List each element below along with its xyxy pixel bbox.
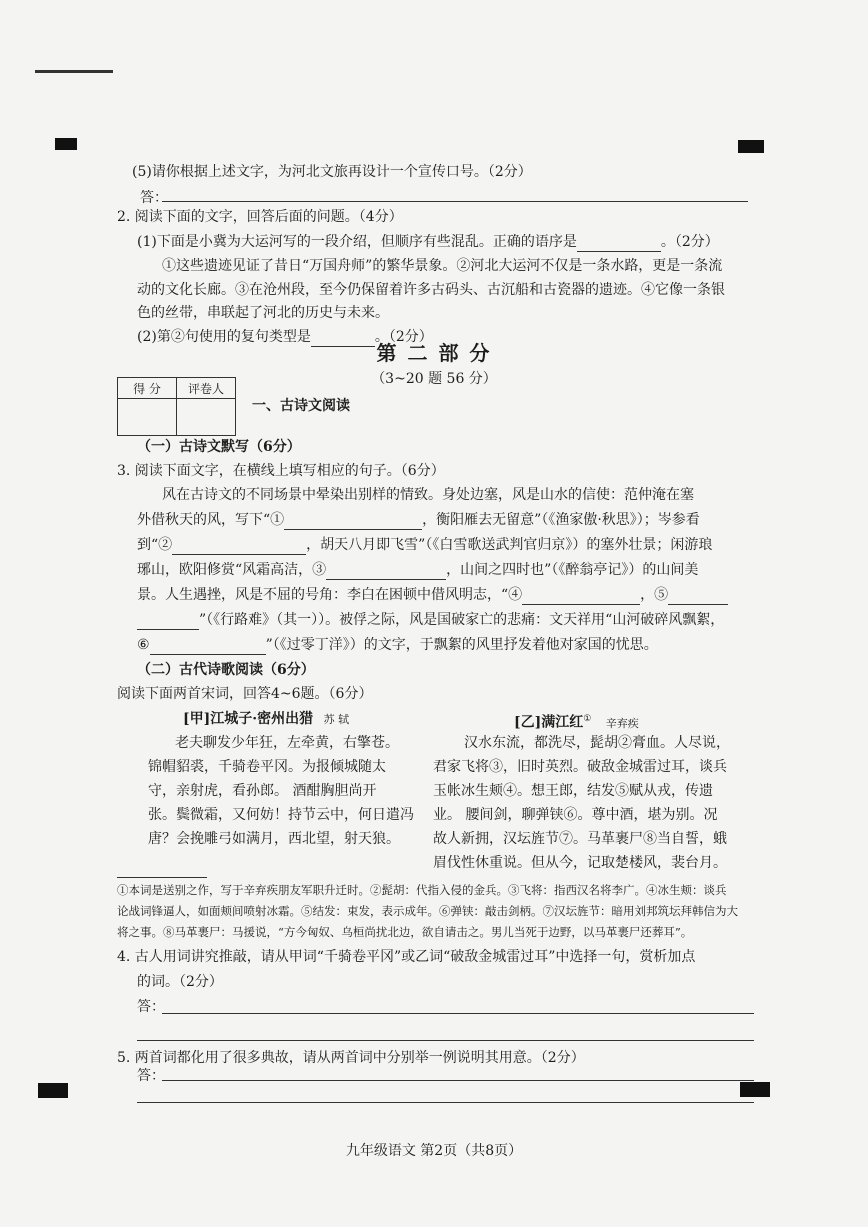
answer-label: 答： bbox=[137, 999, 165, 1015]
question-2-sub1-score: 。（2分） bbox=[660, 234, 719, 250]
poem-a-line: 老夫聊发少年狂，左牵黄，右擎苍。 bbox=[175, 735, 399, 751]
page-footer: 九年级语文 第2页（共8页） bbox=[345, 1143, 523, 1159]
answer-line[interactable] bbox=[162, 201, 748, 202]
q3-text: ，衡阳雁去无留意”（《渔家傲·秋思》）；岑参看 bbox=[422, 512, 700, 528]
blank-2[interactable] bbox=[172, 540, 306, 555]
section-1-title: 一、古诗文阅读 bbox=[252, 398, 350, 414]
part-2-title: 第 二 部 分 bbox=[376, 341, 492, 365]
poem-a-line: 锦帽貂裘，千骑卷平冈。为报倾城随太 bbox=[148, 759, 386, 775]
question-2-sub1-text: (1)下面是小冀为大运河写的一段介绍，但顺序有些混乱。正确的语序是 bbox=[137, 234, 577, 250]
poem-b-note-mark: ① bbox=[583, 714, 592, 724]
q3-text: 到“② bbox=[137, 537, 173, 553]
poem-b-line: 玉帐冰生颊④。想王郎，结发⑤赋从戎，传遗 bbox=[433, 783, 713, 799]
score-header: 得 分 bbox=[118, 378, 177, 399]
q3-text: 景。人生遇挫，风是不屈的号角：李白在困顿中借风明志，“④ bbox=[137, 587, 523, 603]
q3-text: 外借秋天的风，写下“① bbox=[137, 512, 285, 528]
question-5-line: 5. 两首词都化用了很多典故，请从两首词中分别举一例说明其用意。（2分） bbox=[117, 1050, 585, 1066]
q3-text: ，⑤ bbox=[640, 587, 669, 603]
q3-text: ”（《过零丁洋》）的文字，于飘絮的风里抒发着他对家国的忧思。 bbox=[265, 637, 658, 653]
poem-b-line: 故人新拥，汉坛旌节⑦。马革裹尸⑧当自誓，蛾 bbox=[433, 831, 727, 847]
question-2-sub1 bbox=[137, 232, 719, 252]
poem-a-heading bbox=[183, 709, 349, 730]
subsection-a-title: （一）古诗文默写（6分） bbox=[137, 439, 301, 455]
q3-line: 风在古诗文的不同场景中晕染出别样的情致。身处边塞，风是山水的信使：范仲淹在塞 bbox=[162, 487, 694, 503]
score-cell[interactable] bbox=[118, 399, 177, 436]
blank-6[interactable] bbox=[150, 640, 266, 655]
blank-5-continued[interactable] bbox=[137, 615, 199, 630]
registration-mark-bottom-left bbox=[38, 1083, 68, 1098]
footnote-line: 论战词锋逼人，如面颊间喷射冰霜。⑤结发：束发，表示成年。⑥弹铗：敲击剑柄。⑦汉坛旌节：暗用刘邦筑坛拜韩信为大 bbox=[117, 904, 738, 918]
q3-line bbox=[137, 635, 658, 655]
order-blank[interactable] bbox=[577, 237, 661, 252]
poem-b-line: 汉水东流，都洗尽，髭胡②膏血。人尽说， bbox=[464, 735, 730, 751]
registration-mark-top-left bbox=[55, 138, 77, 150]
q3-line bbox=[137, 610, 724, 630]
question-2-sub2-text: (2)第②句使用的复句类型是 bbox=[137, 329, 311, 345]
passage-line: 动的文化长廊。③在沧州段，至今仍保留着许多古码头、古沉船和古瓷器的遗迹。④它像一条银 bbox=[137, 282, 725, 298]
q3-line bbox=[137, 535, 712, 555]
q3-text: ，胡天八月即飞雪”（《白雪歌送武判官归京》）的塞外壮景；闲游琅 bbox=[306, 537, 713, 553]
question-2-intro: 2. 阅读下面的文字，回答后面的问题。（4分） bbox=[117, 209, 403, 225]
poem-b-heading bbox=[514, 709, 639, 734]
part-2-subtitle: （3~20 题 56 分） bbox=[371, 371, 497, 387]
q3-line bbox=[137, 560, 698, 580]
answer-line[interactable] bbox=[137, 1102, 754, 1103]
question-4-line: 的词。（2分） bbox=[137, 974, 223, 990]
answer-line[interactable] bbox=[162, 1013, 754, 1014]
q3-text: ”（《行路难》（其一））。被俘之际，风是国破家亡的悲痛：文天祥用“山河破碎风飘絮， bbox=[199, 612, 725, 628]
poem-b-title: [乙]满江红 bbox=[514, 714, 584, 731]
answer-line[interactable] bbox=[137, 1040, 754, 1041]
registration-mark-bottom-right bbox=[740, 1082, 770, 1097]
poem-a-author: 苏 轼 bbox=[323, 713, 350, 726]
passage-line: 色的丝带，串联起了河北的历史与未来。 bbox=[137, 305, 389, 321]
q3-text: ，山间之四时也”（《醉翁亭记》）的山间美 bbox=[446, 562, 699, 578]
answer-label: 答： bbox=[137, 1068, 165, 1084]
poem-a-line: 张。鬓微霜，又何妨！持节云中，何日遣冯 bbox=[148, 807, 414, 823]
q3-text: 琊山，欧阳修赏“风霜高洁，③ bbox=[137, 562, 327, 578]
scan-edge-mark bbox=[35, 70, 113, 73]
question-4-line: 4. 古人用词讲究推敲，请从甲词“千骑卷平冈”或乙词“破敌金城雷过耳”中选择一句，赏析加点 bbox=[117, 949, 696, 965]
score-table bbox=[117, 377, 236, 436]
answer-label: 答： bbox=[140, 190, 168, 206]
q3-line bbox=[137, 510, 700, 530]
poem-b-author: 辛弃疾 bbox=[605, 716, 639, 730]
blank-4[interactable] bbox=[522, 590, 640, 605]
blank-3[interactable] bbox=[326, 565, 446, 580]
question-2-sub2-score: 。（2分） bbox=[374, 329, 433, 345]
registration-mark-top-right bbox=[738, 140, 764, 153]
poem-a-line: 守，亲射虎，看孙郎。 酒酣胸胆尚开 bbox=[148, 783, 377, 799]
poem-a-line: 唐？会挽雕弓如满月，西北望，射天狼。 bbox=[148, 831, 400, 847]
poem-a-title: [甲]江城子·密州出猎 bbox=[183, 711, 314, 727]
question-1-5: (5)请你根据上述文字，为河北文旅再设计一个宣传口号。（2分） bbox=[132, 164, 532, 180]
q3-line bbox=[137, 585, 728, 605]
blank-5[interactable] bbox=[668, 590, 728, 605]
footnote-separator bbox=[117, 877, 207, 878]
poem-b-line: 业。 腰间剑，聊弹铗⑥。尊中酒，堪为别。况 bbox=[433, 807, 718, 823]
footnote-line: ①本词是送别之作，写于辛弃疾朋友军职升迁时。②髭胡：代指入侵的金兵。③飞将：指西汉名将李广。④冰生颊：谈兵 bbox=[117, 883, 727, 897]
q3-text: ⑥ bbox=[137, 637, 150, 653]
grader-cell[interactable] bbox=[177, 399, 236, 436]
footnote-line: 将之事。⑧马革裹尸：马援说，“方今匈奴、乌桓尚扰北边，欲自请击之。男儿当死于边野，以马革裹尸还葬耳”。 bbox=[117, 925, 693, 939]
answer-line[interactable] bbox=[162, 1080, 754, 1081]
poem-b-line: 君家飞将③，旧时英烈。破敌金城雷过耳，谈兵 bbox=[433, 759, 727, 775]
poem-b-line: 眉伐性休重说。但从今，记取楚楼风，裴台月。 bbox=[433, 855, 727, 871]
read-two-intro: 阅读下面两首宋词，回答4~6题。（6分） bbox=[117, 686, 373, 702]
grader-header: 评卷人 bbox=[177, 378, 236, 399]
subsection-b-title: （二）古代诗歌阅读（6分） bbox=[137, 662, 315, 678]
blank-1[interactable] bbox=[284, 515, 422, 530]
passage-line: ①这些遗迹见证了昔日“万国舟师”的繁华景象。②河北大运河不仅是一条水路，更是一条流 bbox=[162, 258, 723, 274]
question-3-intro: 3. 阅读下面文字，在横线上填写相应的句子。（6分） bbox=[117, 463, 445, 479]
